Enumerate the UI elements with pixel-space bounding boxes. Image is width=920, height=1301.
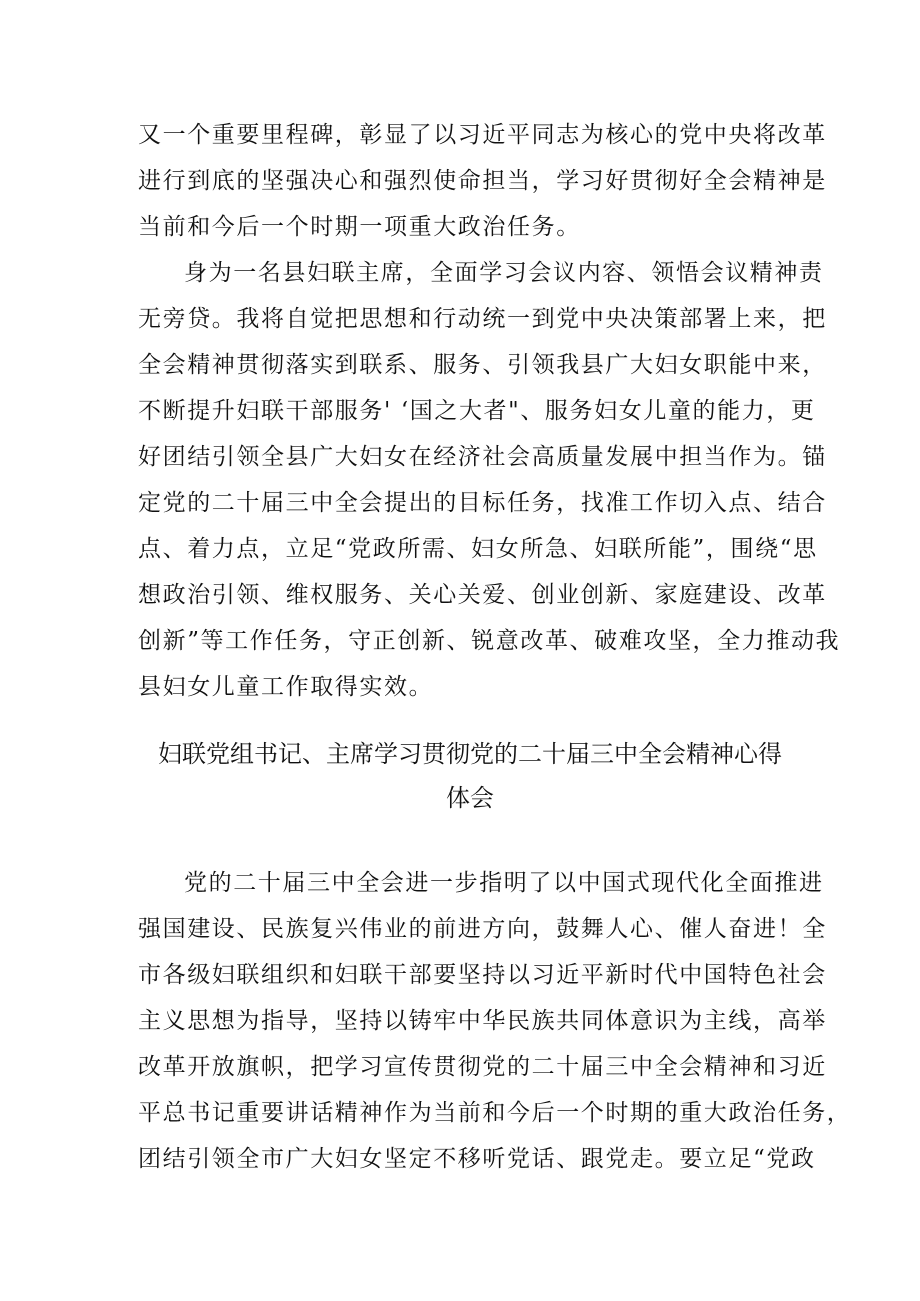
text-line: 县妇女儿童工作取得实效。 xyxy=(138,674,434,700)
text-line: 好团结引领全县广大妇女在经济社会高质量发展中担当作为。锚 xyxy=(138,444,827,470)
text-line: 又一个重要里程碑，彰显了以习近平同志为核心的党中央将改革 xyxy=(138,122,827,148)
text-line: 身为一名县妇联主席，全面学习会议内容、领悟会议精神责 xyxy=(184,260,824,286)
text-line: 平总书记重要讲话精神作为当前和今后一个时期的重大政治任务， xyxy=(138,1100,852,1126)
text-line: 不断提升妇联干部服务' ‘国之大者"、服务妇女儿童的能力，更 xyxy=(138,398,816,424)
text-line: 想政治引领、维权服务、关心关爱、创业创新、家庭建设、改革 xyxy=(138,582,827,608)
text-line: 进行到底的坚强决心和强烈使命担当，学习好贯彻好全会精神是 xyxy=(138,168,827,194)
text-line: 创新”等工作任务，守正创新、锐意改革、破难攻坚，全力推动我 xyxy=(138,628,841,654)
text-line: 全会精神贯彻落实到联系、服务、引领我县广大妇女职能中来， xyxy=(138,352,827,378)
text-line: 改革开放旗帜，把学习宣传贯彻党的二十届三中全会精神和习近 xyxy=(138,1054,827,1080)
text-line: 党的二十届三中全会进一步指明了以中国式现代化全面推进 xyxy=(184,870,824,896)
paragraph-2 xyxy=(138,250,841,710)
heading-line-2: 体会 xyxy=(446,784,494,812)
paragraph-1 xyxy=(138,112,827,250)
text-line: 主义思想为指导，坚持以铸牢中华民族共同体意识为主线，高举 xyxy=(138,1008,827,1034)
section-heading xyxy=(120,732,820,820)
text-line: 强国建设、民族复兴伟业的前进方向，鼓舞人心、催人奋进！全 xyxy=(138,916,827,942)
text-line: 定党的二十届三中全会提出的目标任务，找准工作切入点、结合 xyxy=(138,490,827,516)
text-line: 团结引领全市广大妇女坚定不移听党话、跟党走。要立足“党政 xyxy=(138,1146,816,1172)
text-line: 无旁贷。我将自觉把思想和行动统一到党中央决策部署上来，把 xyxy=(138,306,827,332)
heading-line-1: 妇联党组书记、主席学习贯彻党的二十届三中全会精神心得 xyxy=(158,740,782,768)
paragraph-3 xyxy=(138,860,852,1182)
text-line: 当前和今后一个时期一项重大政治任务。 xyxy=(138,214,581,240)
text-line: 点、着力点，立足“党政所需、妇女所急、妇联所能”，围绕“思 xyxy=(138,536,818,562)
text-line: 市各级妇联组织和妇联干部要坚持以习近平新时代中国特色社会 xyxy=(138,962,827,988)
